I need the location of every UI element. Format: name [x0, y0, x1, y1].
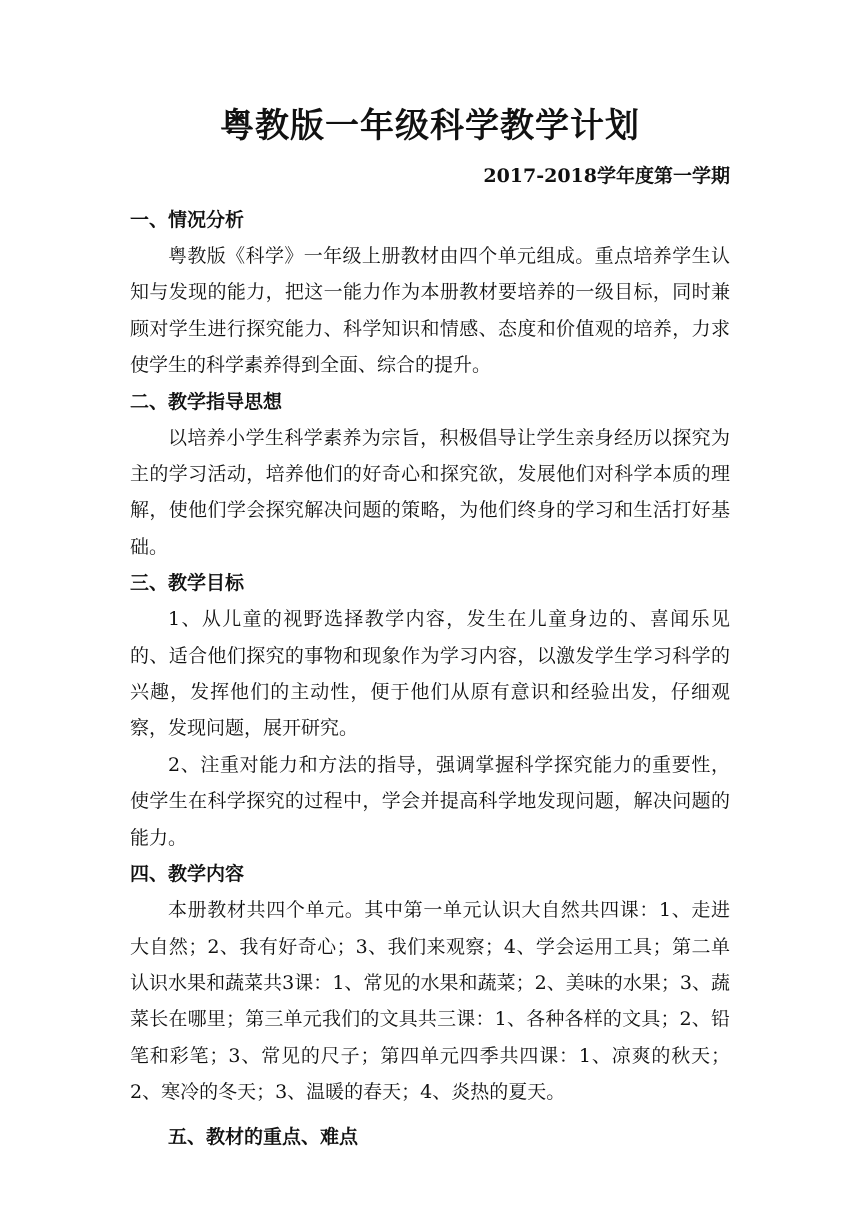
section-heading: 四、教学内容: [130, 863, 245, 886]
section-teaching-guideline: [130, 384, 730, 566]
section-paragraph: 本册教材共四个单元。其中第一单元认识大自然共四课：1、走进大自然；2、我有好奇心；3、我们来观察；4、学会运用工具；第二单认识水果和蔬菜共3课：1、常见的水果和蔬菜；2、美味的水果；3、蔬菜长在哪里；第三单元我们的文具共三课：1、各种各样的文具；2、铅笔和彩笔；3、常见的尺子；第四单元四季共四课：1、凉爽的秋天；2、寒冷的冬天；3、温暖的春天；4、炎热的夏天。: [130, 899, 730, 1104]
section-paragraph: 2、注重对能力和方法的指导，强调掌握科学探究能力的重要性，使学生在科学探究的过程中，学会并提高科学地发现问题，解决问题的能力。: [130, 753, 730, 849]
document-title: 粤教版一年级科学教学计划: [220, 106, 640, 146]
section-heading: 二、教学指导思想: [130, 390, 283, 413]
section-teaching-goals: [130, 565, 730, 856]
section-paragraph: 粤教版《科学》一年级上册教材由四个单元组成。重点培养学生认知与发现的能力，把这一能力作为本册教材要培养的一级目标，同时兼顾对学生进行探究能力、科学知识和情感、态度和价值观的培养，力求使学生的科学素养得到全面、综合的提升。: [130, 245, 730, 377]
school-term: 2017-2018学年度第一学期: [483, 165, 730, 187]
section-situation-analysis: [130, 202, 730, 384]
section-heading: 三、教学目标: [130, 572, 245, 595]
section-paragraph: 以培养小学生科学素养为宗旨，积极倡导让学生亲身经历以探究为主的学习活动，培养他们的好奇心和探究欲，发展他们对科学本质的理解，使他们学会探究解决问题的策略，为他们终身的学习和生活打好基础。: [130, 426, 730, 558]
document-page: [130, 100, 730, 1155]
section-paragraph: 1、从儿童的视野选择教学内容，发生在儿童身边的、喜闻乐见的、适合他们探究的事物和现象作为学习内容，以激发学生学习科学的兴趣，发挥他们的主动性，便于他们从原有意识和经验出发，仔细观察，发现问题，展开研究。: [130, 608, 730, 740]
section-teaching-content: [130, 856, 730, 1110]
section-heading: 五、教材的重点、难点: [168, 1125, 359, 1148]
section-heading: 一、情况分析: [130, 209, 245, 231]
section-key-points: [130, 1119, 730, 1155]
